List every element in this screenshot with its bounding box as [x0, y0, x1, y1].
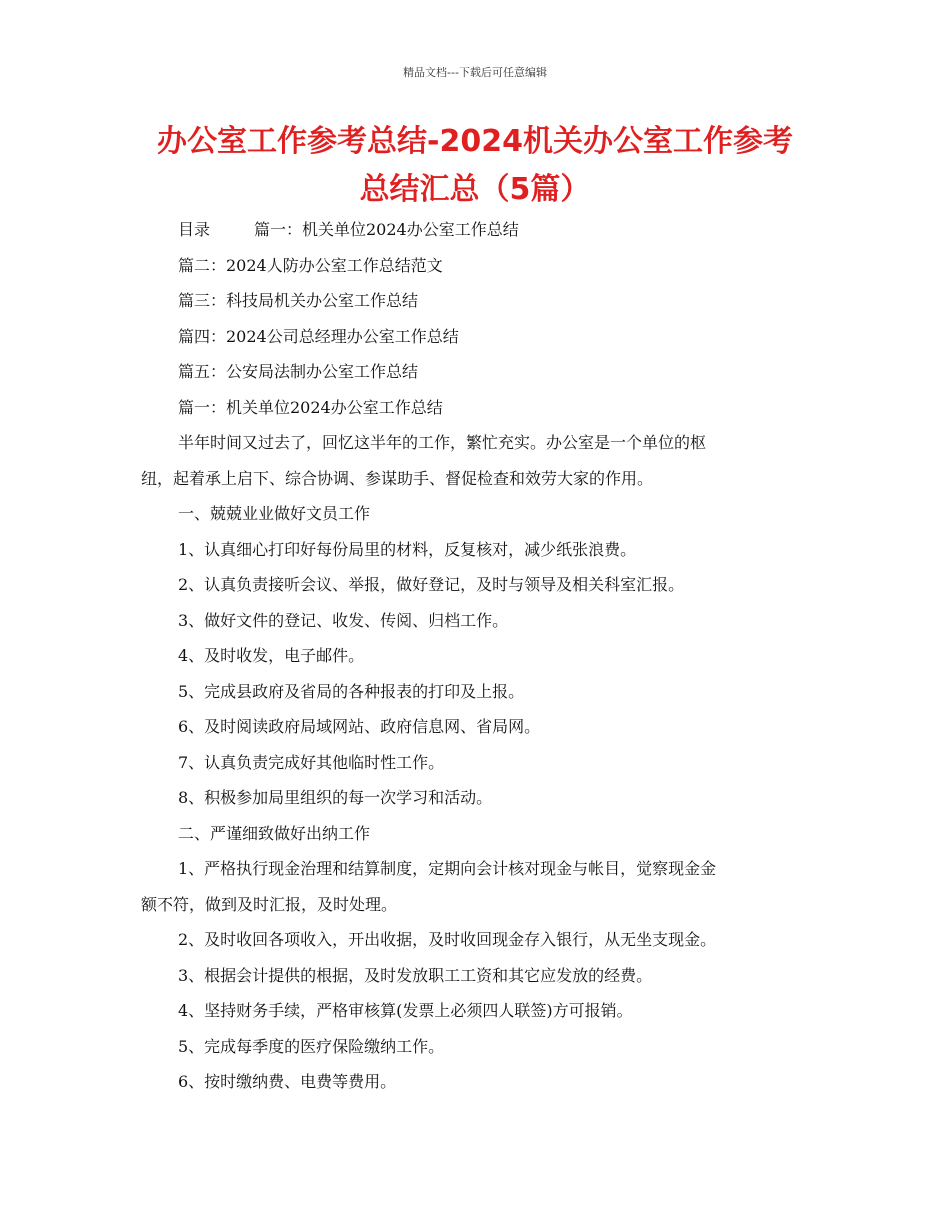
intro-line-1: 半年时间又过去了，回忆这半年的工作，繁忙充实。办公室是一个单位的枢 [178, 433, 707, 452]
part1-item: 3、做好文件的登记、收发、传阅、归档工作。 [178, 610, 509, 630]
intro-line-2: 纽，起着承上启下、综合协调、参谋助手、督促检查和效劳大家的作用。 [141, 468, 654, 488]
part2-item: 4、坚持财务手续，严格审核算(发票上必须四人联签)方可报销。 [178, 1001, 633, 1020]
section-title: 篇一：机关单位2024办公室工作总结 [178, 397, 443, 417]
part1-item: 4、及时收发，电子邮件。 [178, 646, 365, 665]
toc-label: 目录 [178, 220, 211, 239]
part2-item: 2、及时收回各项收入，开出收据，及时收回现金存入银行，从无坐支现金。 [178, 930, 717, 949]
header-note: 精品文档---下载后可任意编辑 [403, 66, 547, 79]
part1-heading: 一、兢兢业业做好文员工作 [178, 504, 371, 523]
part2-item1-line2: 额不符，做到及时汇报，及时处理。 [141, 894, 398, 914]
part2-heading: 二、严谨细致做好出纳工作 [178, 823, 371, 843]
part2-item1-line1: 1、严格执行现金治理和结算制度，定期向会计核对现金与帐目，觉察现金金 [178, 859, 717, 878]
part2-item: 3、根据会计提供的根据，及时发放职工工资和其它应发放的经费。 [178, 965, 653, 985]
toc-first-line [141, 212, 806, 248]
title-line-1: 办公室工作参考总结-2024机关办公室工作参考 [157, 124, 793, 159]
toc-item-1: 篇一：机关单位2024办公室工作总结 [254, 220, 519, 239]
toc-item-2: 篇二：2024人防办公室工作总结范文 [178, 255, 443, 275]
part1-item: 5、完成县政府及省局的各种报表的打印及上报。 [178, 681, 525, 701]
part2-item: 6、按时缴纳费、电费等费用。 [178, 1072, 397, 1091]
part2-item: 5、完成每季度的医疗保险缴纳工作。 [178, 1036, 445, 1056]
toc-item-5: 篇五：公安局法制办公室工作总结 [178, 362, 419, 381]
toc-item-4: 篇四：2024公司总经理办公室工作总结 [178, 326, 459, 346]
document-body [141, 212, 806, 1100]
part1-item: 1、认真细心打印好每份局里的材料，反复核对，减少纸张浪费。 [178, 539, 637, 559]
document-title [120, 118, 830, 214]
part1-item: 7、认真负责完成好其他临时性工作。 [178, 752, 445, 772]
part1-item: 2、认真负责接听会议、举报，做好登记，及时与领导及相关科室汇报。 [178, 575, 685, 594]
part1-item: 8、积极参加局里组织的每一次学习和活动。 [178, 788, 493, 807]
title-line-2: 总结汇总（5篇） [359, 172, 591, 207]
toc-item-3: 篇三：科技局机关办公室工作总结 [178, 291, 419, 310]
part1-item: 6、及时阅读政府局域网站、政府信息网、省局网。 [178, 717, 541, 736]
